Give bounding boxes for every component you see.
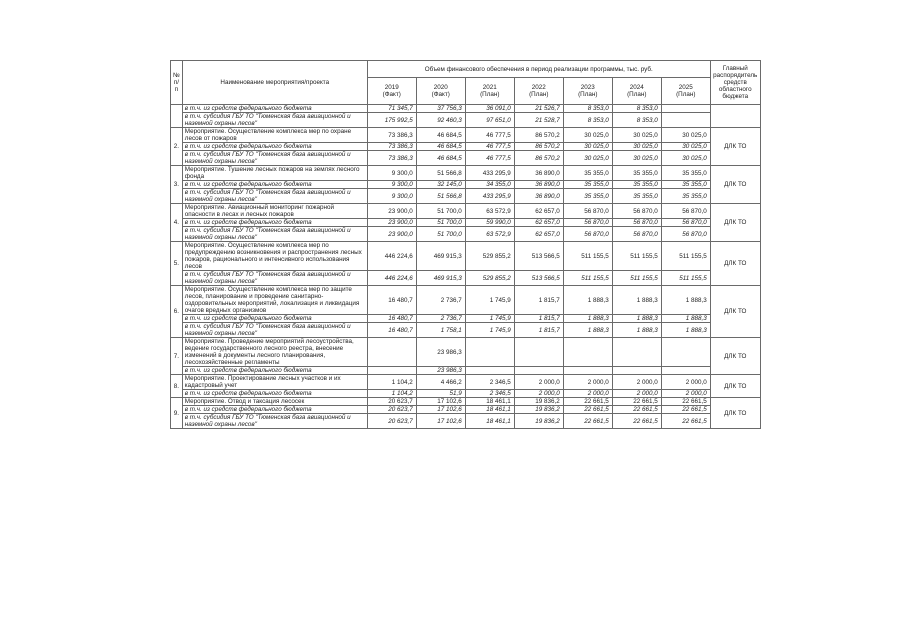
value-cell: 1 888,3 xyxy=(612,315,661,323)
header-year-2019 xyxy=(367,78,416,105)
value-cell xyxy=(514,367,563,375)
value-cell: 469 915,3 xyxy=(416,271,465,286)
value-cell xyxy=(661,113,710,128)
value-cell: 19 836,2 xyxy=(514,406,563,414)
value-cell: 46 684,5 xyxy=(416,143,465,151)
value-cell: 56 870,0 xyxy=(661,204,710,219)
value-cell: 19 836,2 xyxy=(514,398,563,406)
value-cell xyxy=(367,367,416,375)
activity-name: Мероприятие. Отвод и таксация лесосек xyxy=(182,398,367,406)
table-row xyxy=(171,143,761,151)
value-cell xyxy=(661,105,710,113)
table-row xyxy=(171,286,761,315)
value-cell: 17 102,6 xyxy=(416,398,465,406)
value-cell: 30 025,0 xyxy=(661,151,710,166)
header-activity-name: Наименование мероприятия/проекта xyxy=(182,61,367,105)
value-cell: 51 566,8 xyxy=(416,189,465,204)
year-value: 2021 xyxy=(482,84,497,91)
value-cell: 8 353,0 xyxy=(563,113,612,128)
value-cell: 35 355,0 xyxy=(563,189,612,204)
value-cell: 30 025,0 xyxy=(563,151,612,166)
value-cell: 30 025,0 xyxy=(612,151,661,166)
table-row xyxy=(171,323,761,338)
value-cell: 86 570,2 xyxy=(514,151,563,166)
value-cell: 36 890,0 xyxy=(514,181,563,189)
value-cell: 1 888,3 xyxy=(661,323,710,338)
value-cell: 51 700,0 xyxy=(416,219,465,227)
value-cell: 9 300,0 xyxy=(367,166,416,181)
table-row xyxy=(171,219,761,227)
value-cell: 36 890,0 xyxy=(514,166,563,181)
budget-manager-cell: ДЛК ТО xyxy=(710,204,760,242)
budget-manager-cell: ДЛК ТО xyxy=(710,128,760,166)
row-number: 9. xyxy=(171,398,183,429)
year-kind: (План) xyxy=(627,91,647,98)
value-cell: 35 355,0 xyxy=(612,166,661,181)
activity-name: Мероприятие. Осуществление комплекса мер по защите лесов, планирование и проведение санитарно-оздоровительных мероприятий, локализация и ликвидация очагов вредных организмов xyxy=(182,286,367,315)
value-cell: 56 870,0 xyxy=(612,219,661,227)
value-cell: 17 102,6 xyxy=(416,414,465,429)
sub-line-name: в т.ч. из средств федерального бюджета xyxy=(182,105,367,113)
value-cell: 46 684,5 xyxy=(416,151,465,166)
value-cell: 8 353,0 xyxy=(563,105,612,113)
header-year-2020 xyxy=(416,78,465,105)
sub-line-name: в т.ч. из средств федерального бюджета xyxy=(182,219,367,227)
year-value: 2024 xyxy=(629,84,644,91)
value-cell: 23 900,0 xyxy=(367,219,416,227)
table-row xyxy=(171,227,761,242)
value-cell: 34 355,0 xyxy=(465,181,514,189)
value-cell: 86 570,2 xyxy=(514,128,563,143)
value-cell: 2 000,0 xyxy=(514,375,563,390)
value-cell: 56 870,0 xyxy=(563,219,612,227)
value-cell xyxy=(367,338,416,367)
value-cell xyxy=(514,338,563,367)
value-cell: 30 025,0 xyxy=(661,143,710,151)
value-cell: 16 480,7 xyxy=(367,286,416,315)
value-cell: 35 355,0 xyxy=(612,181,661,189)
year-kind: (Факт) xyxy=(431,91,450,98)
sub-line-name: в т.ч. из средств федерального бюджета xyxy=(182,181,367,189)
value-cell: 1 815,7 xyxy=(514,323,563,338)
table-row xyxy=(171,414,761,429)
program-funding-table xyxy=(170,60,761,429)
sub-line-name: в т.ч. субсидия ГБУ ТО "Тюменская база авиационной и наземной охраны лесов" xyxy=(182,113,367,128)
value-cell: 433 295,9 xyxy=(465,166,514,181)
value-cell: 56 870,0 xyxy=(612,227,661,242)
value-cell: 30 025,0 xyxy=(661,128,710,143)
table-row xyxy=(171,166,761,181)
table-row xyxy=(171,367,761,375)
sub-line-name: в т.ч. субсидия ГБУ ТО "Тюменская база авиационной и наземной охраны лесов" xyxy=(182,227,367,242)
sub-line-name: в т.ч. из средств федерального бюджета xyxy=(182,143,367,151)
value-cell: 23 900,0 xyxy=(367,204,416,219)
year-value: 2022 xyxy=(531,84,546,91)
value-cell: 59 990,0 xyxy=(465,219,514,227)
value-cell: 1 888,3 xyxy=(661,315,710,323)
value-cell: 511 155,5 xyxy=(612,271,661,286)
sub-line-name: в т.ч. из средств федерального бюджета xyxy=(182,367,367,375)
table-row xyxy=(171,338,761,367)
table-row xyxy=(171,128,761,143)
value-cell: 92 460,3 xyxy=(416,113,465,128)
header-year-2021 xyxy=(465,78,514,105)
value-cell: 63 572,9 xyxy=(465,204,514,219)
table-row xyxy=(171,204,761,219)
value-cell: 22 661,5 xyxy=(612,398,661,406)
budget-manager-cell: ДЛК ТО xyxy=(710,338,760,375)
value-cell: 2 000,0 xyxy=(563,375,612,390)
value-cell: 51,9 xyxy=(416,390,465,398)
value-cell: 2 346,5 xyxy=(465,390,514,398)
value-cell: 2 000,0 xyxy=(514,390,563,398)
value-cell xyxy=(612,367,661,375)
budget-manager-cell: ДЛК ТО xyxy=(710,398,760,429)
value-cell: 37 756,3 xyxy=(416,105,465,113)
table-row xyxy=(171,105,761,113)
value-cell: 35 355,0 xyxy=(661,166,710,181)
row-number: 6. xyxy=(171,286,183,338)
value-cell: 1 758,1 xyxy=(416,323,465,338)
value-cell: 51 700,0 xyxy=(416,227,465,242)
value-cell: 56 870,0 xyxy=(661,227,710,242)
value-cell: 73 386,3 xyxy=(367,128,416,143)
value-cell: 511 155,5 xyxy=(563,242,612,271)
table-row xyxy=(171,406,761,414)
value-cell: 511 155,5 xyxy=(612,242,661,271)
value-cell: 2 000,0 xyxy=(661,375,710,390)
value-cell: 23 986,3 xyxy=(416,338,465,367)
table-row xyxy=(171,375,761,390)
budget-manager-cell: ДЛК ТО xyxy=(710,286,760,338)
activity-name: Мероприятие. Проведение мероприятий лесоустройства, ведение государственного лесного реестра, внесение изменений в документы лесного планирования, лесохозяйственные регламенты xyxy=(182,338,367,367)
value-cell: 21 528,7 xyxy=(514,113,563,128)
value-cell: 35 355,0 xyxy=(661,181,710,189)
value-cell: 511 155,5 xyxy=(661,271,710,286)
value-cell: 30 025,0 xyxy=(612,128,661,143)
value-cell: 2 346,5 xyxy=(465,375,514,390)
year-value: 2019 xyxy=(384,84,399,91)
value-cell: 1 104,2 xyxy=(367,375,416,390)
value-cell: 1 888,3 xyxy=(563,286,612,315)
sub-line-name: в т.ч. субсидия ГБУ ТО "Тюменская база авиационной и наземной охраны лесов" xyxy=(182,323,367,338)
value-cell: 433 295,9 xyxy=(465,189,514,204)
year-kind: (План) xyxy=(676,91,696,98)
sub-line-name: в т.ч. из средств федерального бюджета xyxy=(182,390,367,398)
header-budget-manager: Главный распорядитель средств областного бюджета xyxy=(710,61,760,105)
value-cell: 22 661,5 xyxy=(612,406,661,414)
value-cell: 18 461,1 xyxy=(465,414,514,429)
value-cell: 513 566,5 xyxy=(514,271,563,286)
year-kind: (План) xyxy=(480,91,500,98)
value-cell: 511 155,5 xyxy=(661,242,710,271)
value-cell: 2 000,0 xyxy=(661,390,710,398)
budget-manager-cell xyxy=(710,105,760,128)
row-number: 2. xyxy=(171,128,183,166)
row-number: 7. xyxy=(171,338,183,375)
value-cell: 86 570,2 xyxy=(514,143,563,151)
value-cell: 1 745,9 xyxy=(465,323,514,338)
sub-line-name: в т.ч. субсидия ГБУ ТО "Тюменская база авиационной и наземной охраны лесов" xyxy=(182,414,367,429)
value-cell: 20 623,7 xyxy=(367,414,416,429)
value-cell: 446 224,6 xyxy=(367,271,416,286)
value-cell: 1 888,3 xyxy=(612,323,661,338)
header-row xyxy=(171,61,761,78)
value-cell: 51 700,0 xyxy=(416,204,465,219)
header-year-2022 xyxy=(514,78,563,105)
funding-table xyxy=(170,60,761,429)
value-cell: 46 684,5 xyxy=(416,128,465,143)
row-number: 8. xyxy=(171,375,183,398)
table-row xyxy=(171,390,761,398)
value-cell: 18 461,1 xyxy=(465,398,514,406)
value-cell: 63 572,9 xyxy=(465,227,514,242)
activity-name: Мероприятие. Тушение лесных пожаров на землях лесного фонда xyxy=(182,166,367,181)
sub-line-name: в т.ч. субсидия ГБУ ТО "Тюменская база авиационной и наземной охраны лесов" xyxy=(182,151,367,166)
value-cell: 1 104,2 xyxy=(367,390,416,398)
value-cell: 18 461,1 xyxy=(465,406,514,414)
table-row xyxy=(171,189,761,204)
value-cell: 36 091,0 xyxy=(465,105,514,113)
year-value: 2023 xyxy=(580,84,595,91)
value-cell xyxy=(465,367,514,375)
value-cell: 16 480,7 xyxy=(367,315,416,323)
sub-line-name: в т.ч. субсидия ГБУ ТО "Тюменская база авиационной и наземной охраны лесов" xyxy=(182,271,367,286)
value-cell: 97 651,0 xyxy=(465,113,514,128)
value-cell: 62 657,0 xyxy=(514,219,563,227)
value-cell: 56 870,0 xyxy=(612,204,661,219)
value-cell: 21 526,7 xyxy=(514,105,563,113)
header-funding-period: Объем финансового обеспечения в период реализации программы, тыс. руб. xyxy=(367,61,710,78)
activity-name: Мероприятие. Проектирование лесных участков и их кадастровый учет xyxy=(182,375,367,390)
value-cell: 1 815,7 xyxy=(514,315,563,323)
value-cell xyxy=(563,367,612,375)
value-cell: 20 623,7 xyxy=(367,398,416,406)
value-cell: 2 000,0 xyxy=(612,390,661,398)
sub-line-name: в т.ч. из средств федерального бюджета xyxy=(182,406,367,414)
value-cell: 30 025,0 xyxy=(612,143,661,151)
value-cell: 73 386,3 xyxy=(367,151,416,166)
table-row xyxy=(171,113,761,128)
value-cell: 529 855,2 xyxy=(465,271,514,286)
value-cell: 32 145,0 xyxy=(416,181,465,189)
value-cell: 73 386,3 xyxy=(367,143,416,151)
year-kind: (Факт) xyxy=(382,91,401,98)
value-cell: 4 466,2 xyxy=(416,375,465,390)
year-kind: (План) xyxy=(529,91,549,98)
value-cell: 56 870,0 xyxy=(563,204,612,219)
value-cell: 8 353,0 xyxy=(612,105,661,113)
value-cell: 1 888,3 xyxy=(661,286,710,315)
value-cell: 22 661,5 xyxy=(661,406,710,414)
value-cell: 19 836,2 xyxy=(514,414,563,429)
value-cell: 30 025,0 xyxy=(563,128,612,143)
value-cell: 51 566,8 xyxy=(416,166,465,181)
value-cell: 62 657,0 xyxy=(514,227,563,242)
value-cell: 36 890,0 xyxy=(514,189,563,204)
table-row xyxy=(171,315,761,323)
budget-manager-cell: ДЛК ТО xyxy=(710,375,760,398)
header-year-2023 xyxy=(563,78,612,105)
header-line-number: № п/п xyxy=(171,61,183,105)
budget-manager-cell: ДЛК ТО xyxy=(710,242,760,286)
value-cell: 23 986,3 xyxy=(416,367,465,375)
value-cell: 9 300,0 xyxy=(367,189,416,204)
row-number xyxy=(171,105,183,128)
value-cell: 16 480,7 xyxy=(367,323,416,338)
value-cell: 22 661,5 xyxy=(661,398,710,406)
value-cell: 1 888,3 xyxy=(563,323,612,338)
value-cell: 35 355,0 xyxy=(661,189,710,204)
value-cell: 8 353,0 xyxy=(612,113,661,128)
sub-line-name: в т.ч. из средств федерального бюджета xyxy=(182,315,367,323)
year-kind: (План) xyxy=(578,91,598,98)
value-cell xyxy=(661,338,710,367)
value-cell: 175 992,5 xyxy=(367,113,416,128)
value-cell: 2 000,0 xyxy=(563,390,612,398)
value-cell: 20 623,7 xyxy=(367,406,416,414)
value-cell: 2 736,7 xyxy=(416,286,465,315)
value-cell xyxy=(465,338,514,367)
activity-name: Мероприятие. Осуществление комплекса мер по охране лесов от пожаров xyxy=(182,128,367,143)
value-cell: 46 777,5 xyxy=(465,151,514,166)
value-cell: 446 224,6 xyxy=(367,242,416,271)
header-year-2025 xyxy=(661,78,710,105)
value-cell: 56 870,0 xyxy=(563,227,612,242)
activity-name: Мероприятие. Осуществление комплекса мер по предупреждению возникновения и распространения лесных пожаров, рационального и интенсивного использования лесов xyxy=(182,242,367,271)
value-cell xyxy=(612,338,661,367)
value-cell: 23 900,0 xyxy=(367,227,416,242)
value-cell: 513 566,5 xyxy=(514,242,563,271)
value-cell: 71 345,7 xyxy=(367,105,416,113)
value-cell: 22 661,5 xyxy=(661,414,710,429)
budget-manager-cell: ДЛК ТО xyxy=(710,166,760,204)
value-cell: 1 745,9 xyxy=(465,286,514,315)
value-cell: 1 815,7 xyxy=(514,286,563,315)
value-cell: 2 736,7 xyxy=(416,315,465,323)
value-cell: 511 155,5 xyxy=(563,271,612,286)
value-cell xyxy=(661,367,710,375)
year-value: 2025 xyxy=(678,84,693,91)
value-cell: 46 777,5 xyxy=(465,143,514,151)
value-cell: 2 000,0 xyxy=(612,375,661,390)
value-cell: 1 888,3 xyxy=(563,315,612,323)
row-number: 5. xyxy=(171,242,183,286)
value-cell: 30 025,0 xyxy=(563,143,612,151)
table-row xyxy=(171,398,761,406)
table-row xyxy=(171,181,761,189)
value-cell: 35 355,0 xyxy=(563,181,612,189)
value-cell: 22 661,5 xyxy=(563,406,612,414)
value-cell: 56 870,0 xyxy=(661,219,710,227)
sub-line-name: в т.ч. субсидия ГБУ ТО "Тюменская база авиационной и наземной охраны лесов" xyxy=(182,189,367,204)
value-cell: 9 300,0 xyxy=(367,181,416,189)
value-cell: 529 855,2 xyxy=(465,242,514,271)
value-cell: 22 661,5 xyxy=(563,398,612,406)
value-cell: 22 661,5 xyxy=(612,414,661,429)
table-row xyxy=(171,242,761,271)
value-cell: 1 888,3 xyxy=(612,286,661,315)
value-cell xyxy=(563,338,612,367)
table-row xyxy=(171,271,761,286)
row-number: 3. xyxy=(171,166,183,204)
row-number: 4. xyxy=(171,204,183,242)
year-value: 2020 xyxy=(433,84,448,91)
value-cell: 22 661,5 xyxy=(563,414,612,429)
value-cell: 35 355,0 xyxy=(563,166,612,181)
value-cell: 1 745,9 xyxy=(465,315,514,323)
table-row xyxy=(171,151,761,166)
activity-name: Мероприятие. Авиационный мониторинг пожарной опасности в лесах и лесных пожаров xyxy=(182,204,367,219)
header-year-2024 xyxy=(612,78,661,105)
value-cell: 46 777,5 xyxy=(465,128,514,143)
value-cell: 17 102,6 xyxy=(416,406,465,414)
value-cell: 469 915,3 xyxy=(416,242,465,271)
value-cell: 62 657,0 xyxy=(514,204,563,219)
value-cell: 35 355,0 xyxy=(612,189,661,204)
